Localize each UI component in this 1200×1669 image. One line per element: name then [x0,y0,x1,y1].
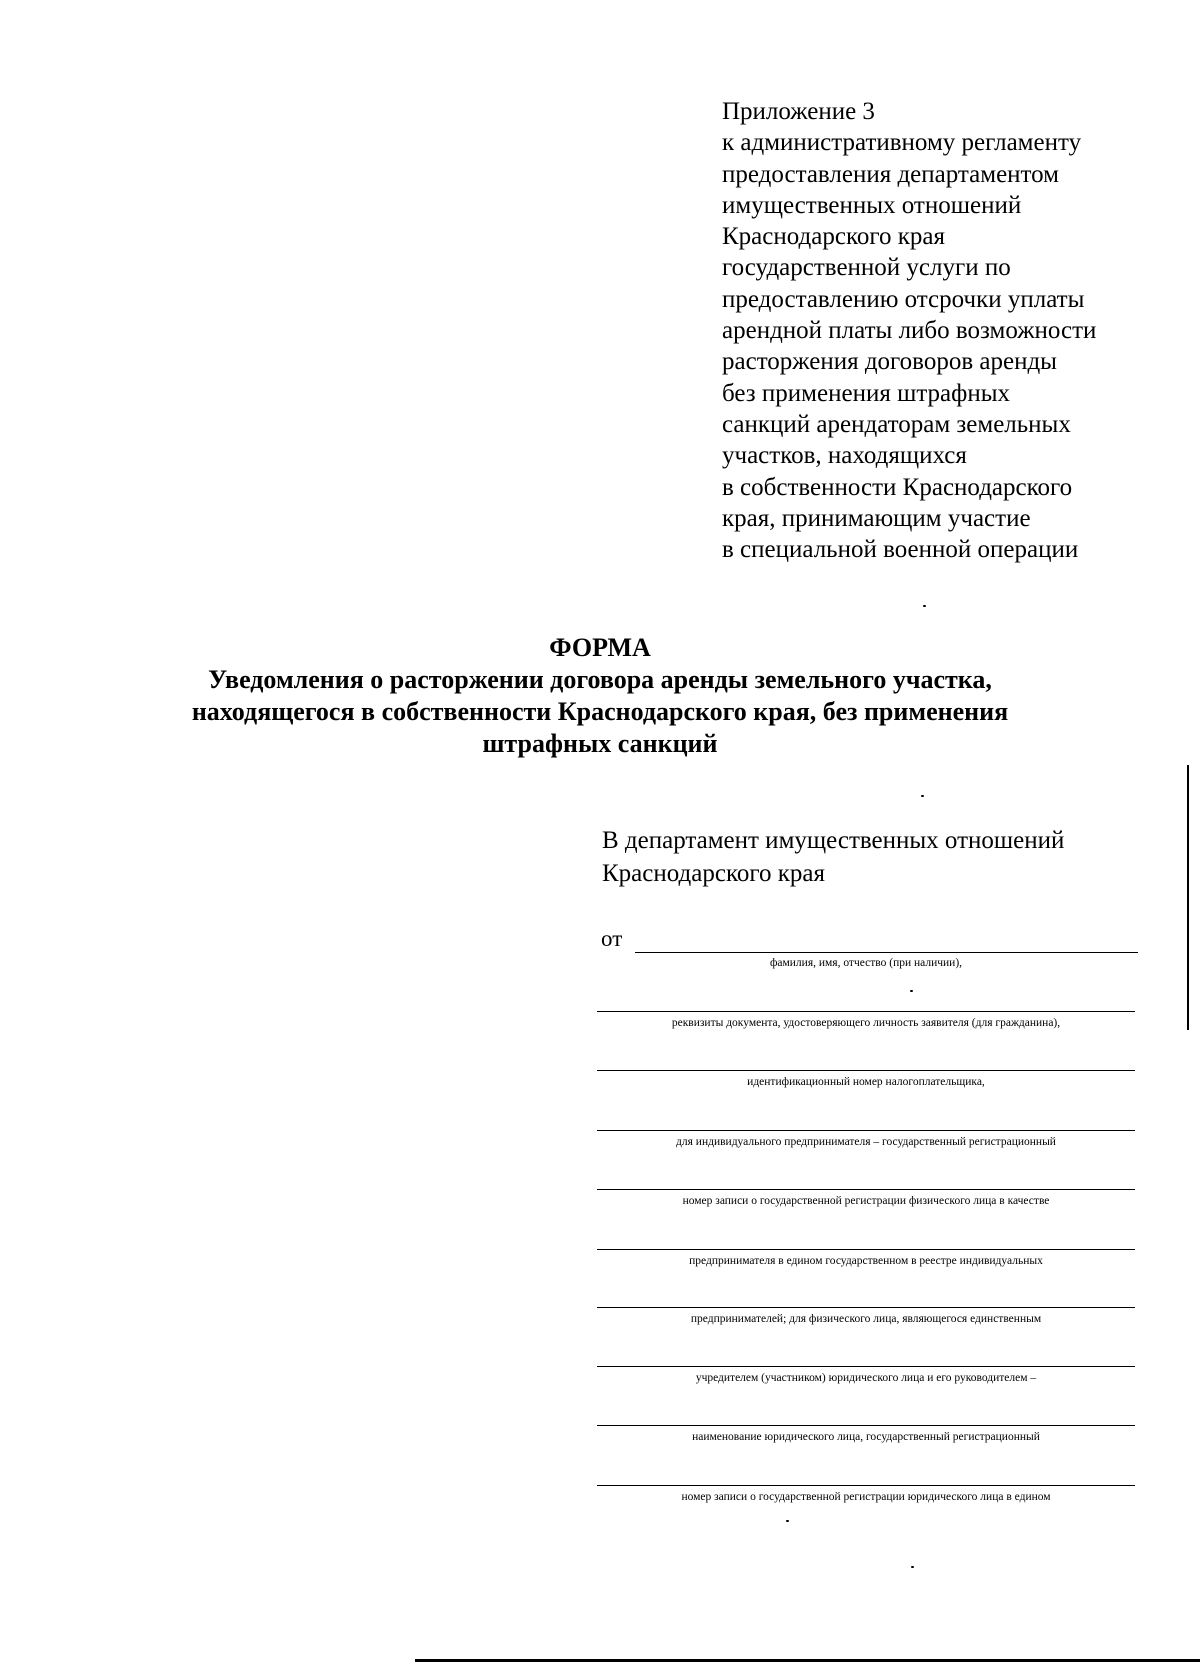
from-label: от [601,926,623,951]
applicant-name-field[interactable] [635,952,1138,953]
input-line[interactable] [597,1307,1135,1308]
form-field [597,1485,1135,1504]
form-title-line: находящегося в собственности Краснодарского края, без применения [191,697,1009,726]
appendix-line: государственной услуги по [722,254,1011,282]
form-field [597,1011,1135,1030]
field-caption: номер записи о государственной регистрации физического лица в качестве [682,1195,1050,1207]
appendix-line: предоставления департаментом [722,160,1059,188]
scan-speck [923,605,926,607]
input-line[interactable] [597,1070,1135,1071]
appendix-line: расторжения договоров аренды [722,348,1057,376]
scan-speck [921,795,924,797]
field-caption: фамилия, имя, отчество (при наличии), [769,957,963,969]
form-title [100,632,1100,760]
scan-speck [911,1566,914,1568]
appendix-line: в собственности Краснодарского [722,473,1073,501]
addressee-line: В департамент имущественных отношений [602,827,1065,854]
appendix-line: без применения штрафных [722,379,1011,407]
form-field [597,1189,1135,1208]
field-caption: номер записи о государственной регистрации юридического лица в едином [681,1491,1051,1503]
field-caption: предпринимателя в едином государственном в реестре индивидуальных [689,1255,1043,1267]
field-caption: для индивидуального предпринимателя – государственный регистрационный [676,1136,1056,1148]
field-caption: учредителем (участником) юридического лица и его руководителем – [695,1372,1037,1384]
appendix-line: предоставлению отсрочки уплаты [722,285,1085,313]
input-line[interactable] [597,1366,1135,1367]
field-caption: реквизиты документа, удостоверяющего личность заявителя (для гражданина), [671,1017,1061,1029]
appendix-line: Приложение 3 [722,98,875,125]
input-line[interactable] [597,1485,1135,1486]
field-caption: предпринимателей; для физического лица, являющегося единственным [690,1313,1042,1325]
input-line[interactable] [597,1249,1135,1250]
addressee-block [602,824,1064,890]
appendix-header [722,96,1182,565]
input-line[interactable] [597,1425,1135,1426]
form-title-line: Уведомления о расторжении договора аренды земельного участка, [208,665,992,694]
appendix-line: арендной платы либо возможности [722,317,1097,345]
from-row [601,925,1138,953]
input-line[interactable] [597,1189,1135,1190]
appendix-line: Краснодарского края [722,223,945,251]
form-title-heading: ФОРМА [549,633,651,662]
input-line[interactable] [597,1011,1135,1012]
field-caption: наименование юридического лица, государственный регистрационный [692,1431,1040,1443]
scan-margin-mark [1187,765,1189,1030]
input-line[interactable] [597,1130,1135,1131]
appendix-line: к административному регламенту [722,129,1082,157]
addressee-line: Краснодарского края [602,860,825,887]
field-caption: идентификационный номер налогоплательщика, [747,1076,985,1088]
scan-speck [910,990,913,992]
appendix-line: участков, находящихся [722,442,967,470]
appendix-line: санкций арендаторам земельных [722,410,1071,438]
appendix-line: имущественных отношений [722,191,1022,219]
form-field [597,1070,1135,1089]
form-field [597,1249,1135,1268]
form-title-line: штрафных санкций [482,729,718,758]
form-field [597,1366,1135,1385]
form-field [597,1307,1135,1326]
appendix-line: в специальной военной операции [722,536,1079,564]
form-field [597,1425,1135,1444]
scan-speck [786,1520,789,1522]
form-field [597,1130,1135,1149]
appendix-line: края, принимающим участие [722,504,1031,532]
page-bottom-rule [415,1659,1200,1662]
